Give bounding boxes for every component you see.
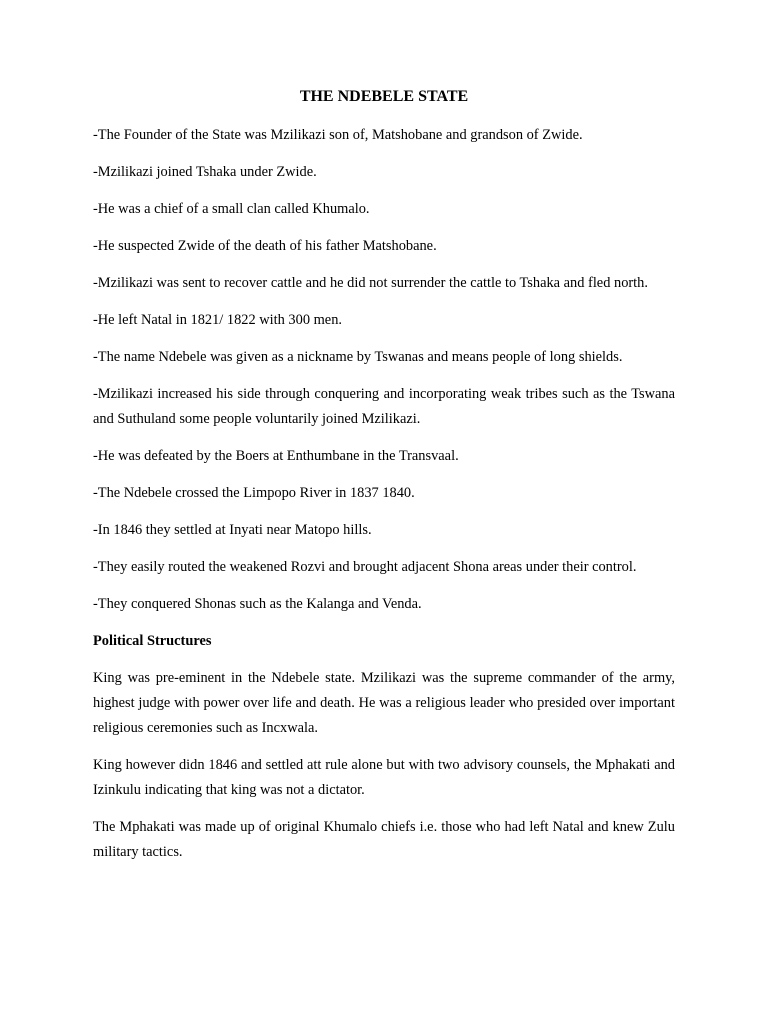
point-paragraph: -He was a chief of a small clan called Khumalo. — [93, 201, 370, 217]
section-paragraph: King was pre-eminent in the Ndebele state. Mzilikazi was the supreme commander of the army, highest judge with power over life and death. He was a religious leader who presided over important religious ceremonies such as Incxwala. — [93, 670, 675, 736]
point-paragraph: -He suspected Zwide of the death of his father Matshobane. — [93, 238, 437, 254]
section-heading: Political Structures — [93, 633, 212, 649]
point-paragraph: -He left Natal in 1821/ 1822 with 300 men. — [93, 312, 342, 328]
point-paragraph: -The Ndebele crossed the Limpopo River in 1837 1840. — [93, 485, 415, 501]
point-paragraph: -Mzilikazi joined Tshaka under Zwide. — [93, 164, 317, 180]
point-paragraph: -Mzilikazi increased his side through conquering and incorporating weak tribes such as the Tswana and Suthuland some people voluntarily joined Mzilikazi. — [93, 386, 675, 427]
point-paragraph: -The Founder of the State was Mzilikazi son of, Matshobane and grandson of Zwide. — [93, 127, 583, 143]
section-paragraph: The Mphakati was made up of original Khumalo chiefs i.e. those who had left Natal and knew Zulu military tactics. — [93, 819, 675, 860]
point-paragraph: -He was defeated by the Boers at Enthumbane in the Transvaal. — [93, 448, 459, 464]
point-paragraph: -Mzilikazi was sent to recover cattle and he did not surrender the cattle to Tshaka and fled north. — [93, 275, 648, 291]
point-paragraph: -They conquered Shonas such as the Kalanga and Venda. — [93, 596, 422, 612]
point-paragraph: -In 1846 they settled at Inyati near Matopo hills. — [93, 522, 372, 538]
point-paragraph: -They easily routed the weakened Rozvi and brought adjacent Shona areas under their control. — [93, 559, 637, 575]
document-title: THE NDEBELE STATE — [299, 88, 469, 105]
point-paragraph: -The name Ndebele was given as a nickname by Tswanas and means people of long shields. — [93, 349, 623, 365]
document-content — [93, 86, 675, 877]
section-paragraph: King however didn 1846 and settled att rule alone but with two advisory counsels, the Mphakati and Izinkulu indicating that king was not a dictator. — [93, 757, 675, 798]
